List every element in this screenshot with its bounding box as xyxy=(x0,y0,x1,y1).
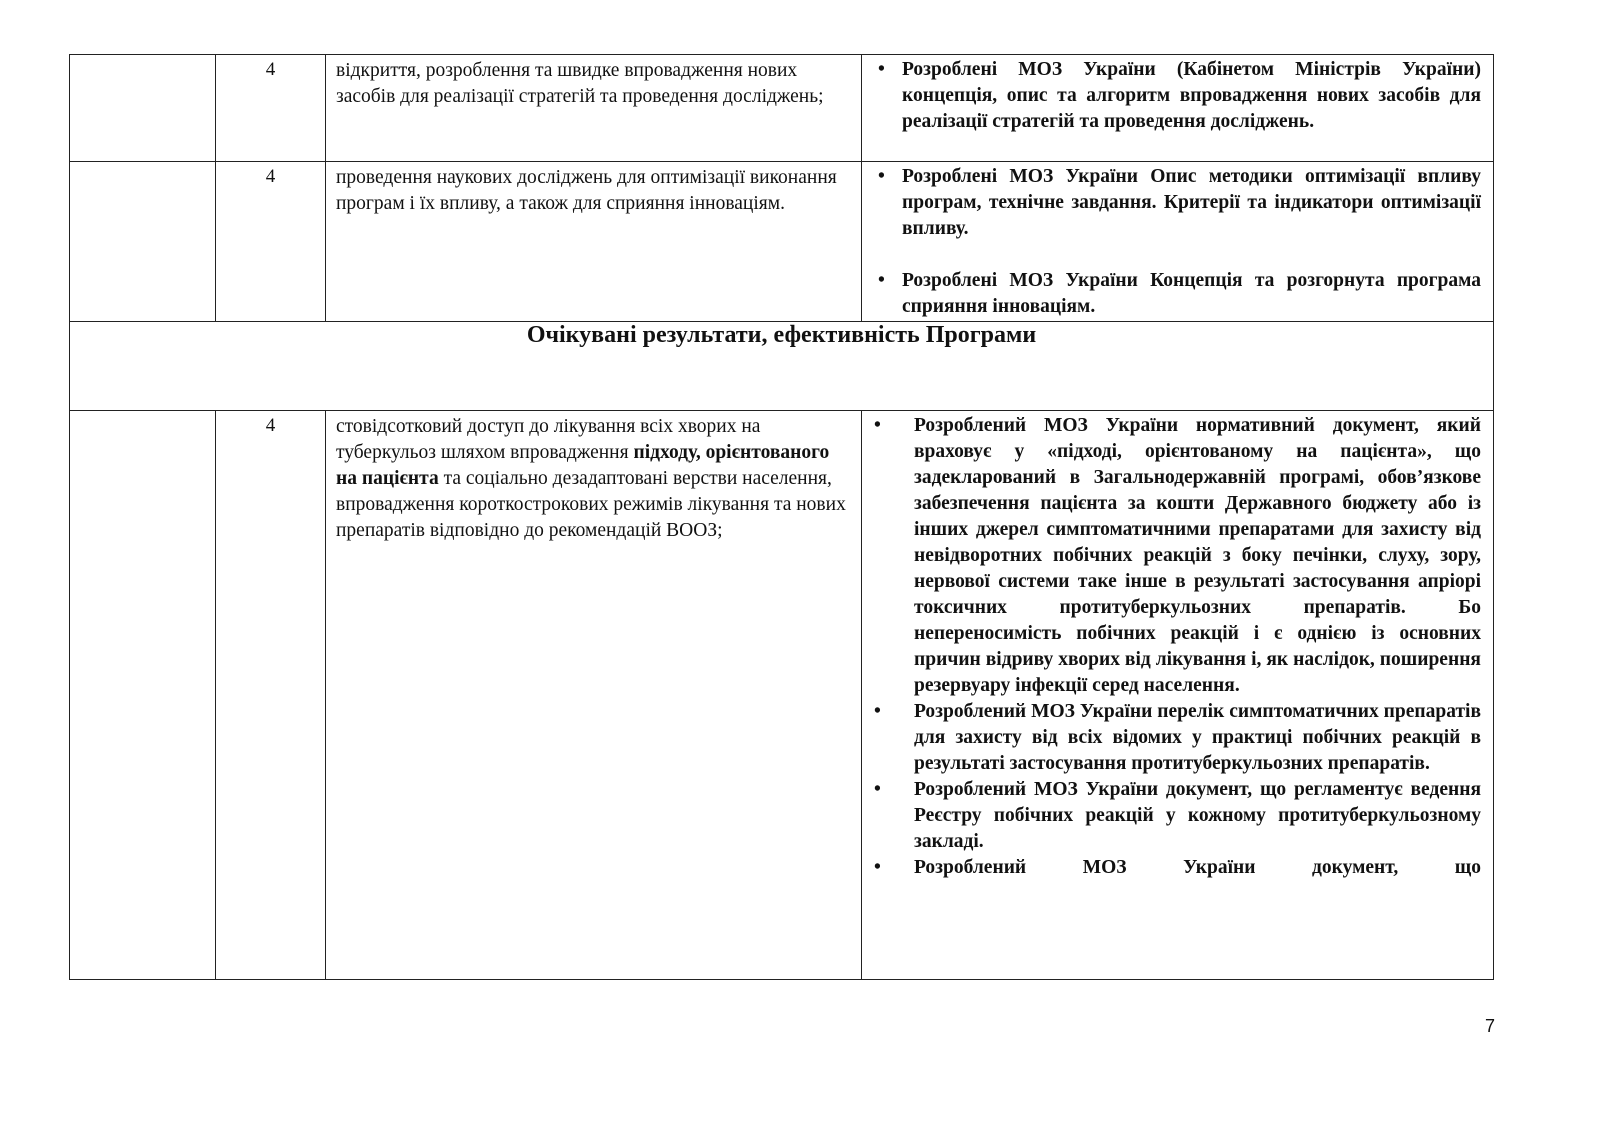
result-item xyxy=(874,164,1481,242)
task-emphasis: підходу, орієнтованого на пацієнта xyxy=(336,442,830,489)
spacer xyxy=(874,242,1481,268)
results-cell xyxy=(862,411,1494,980)
task-text: та соціально дезадаптовані верстви населення, впровадження короткострокових режимів лікування та нових препаратів відповідно до рекомендацій ВООЗ; xyxy=(336,468,846,541)
bullet-icon: • xyxy=(874,701,881,722)
results-cell xyxy=(862,162,1494,322)
bullet-icon: • xyxy=(874,779,881,800)
result-text: Розроблений МОЗ України документ, що xyxy=(914,857,1481,878)
result-text: Розроблені МОЗ України Опис методики оптимізації впливу програм, технічне завдання. Критерії та індикатори оптимізації впливу. xyxy=(902,166,1481,239)
result-item xyxy=(874,855,1481,881)
result-text: Розроблений МОЗ України нормативний документ, який враховує у «підході, орієнтованому на пацієнта», що задекларований в Загальнодержавній програмі, обов’язкове забезпечення пацієнта за кошти Державного бюджету або із інших джерел симптоматичними препаратами для захисту від невідворотних побічних реакцій з боку печінки, слуху, зору, нервової системи таке інше в результаті застосування апріорі токсичних протитуберкульозних препаратів. Бо непереносимість побічних реакцій і є однією із основних причин відриву хворих від лікування і, як наслідок, поширення резервуару інфекції серед населення. xyxy=(914,415,1481,696)
empty-cell xyxy=(70,55,216,162)
results-cell xyxy=(862,55,1494,162)
result-item xyxy=(874,413,1481,699)
empty-cell xyxy=(70,162,216,322)
table-row xyxy=(70,162,1494,322)
row-number: 4 xyxy=(216,55,326,162)
result-item xyxy=(874,777,1481,855)
section-heading-row xyxy=(70,322,1494,411)
empty-cell xyxy=(70,411,216,980)
table-row xyxy=(70,55,1494,162)
page-number: 7 xyxy=(1485,1016,1496,1036)
result-text: Розроблений МОЗ України перелік симптоматичних препаратів для захисту від всіх відомих у практиці побічних реакцій в результаті застосування протитуберкульозних препаратів. xyxy=(914,701,1481,774)
task-text: стовідсотковий доступ до лікування всіх хворих на туберкульоз шляхом впровадження xyxy=(336,416,761,463)
program-table xyxy=(69,54,1494,980)
row-number: 4 xyxy=(216,411,326,980)
result-text: Розроблений МОЗ України документ, що регламентує ведення Реєстру побічних реакцій у кожному протитуберкульозному закладі. xyxy=(914,779,1481,852)
row-number: 4 xyxy=(216,162,326,322)
task-cell xyxy=(326,411,862,980)
task-cell: відкриття, розроблення та швидке впровадження нових засобів для реалізації стратегій та проведення досліджень; xyxy=(326,55,862,162)
result-item xyxy=(874,699,1481,777)
bullet-icon: • xyxy=(878,270,885,291)
bullet-icon: • xyxy=(874,415,881,436)
result-text: Розроблені МОЗ України (Кабінетом Міністрів України) концепція, опис та алгоритм впровадження нових засобів для реалізації стратегій та проведення досліджень. xyxy=(902,59,1481,132)
table-row xyxy=(70,411,1494,980)
result-text: Розроблені МОЗ України Концепція та розгорнута програма сприяння інноваціям. xyxy=(902,270,1481,317)
bullet-icon: • xyxy=(874,857,881,878)
task-cell: проведення наукових досліджень для оптимізації виконання програм і їх впливу, а також для сприяння інноваціям. xyxy=(326,162,862,322)
bullet-icon: • xyxy=(878,59,885,80)
bullet-icon: • xyxy=(878,166,885,187)
section-heading: Очікувані результати, ефективність Програми xyxy=(70,322,1494,411)
result-item xyxy=(874,57,1481,135)
result-item xyxy=(874,268,1481,320)
